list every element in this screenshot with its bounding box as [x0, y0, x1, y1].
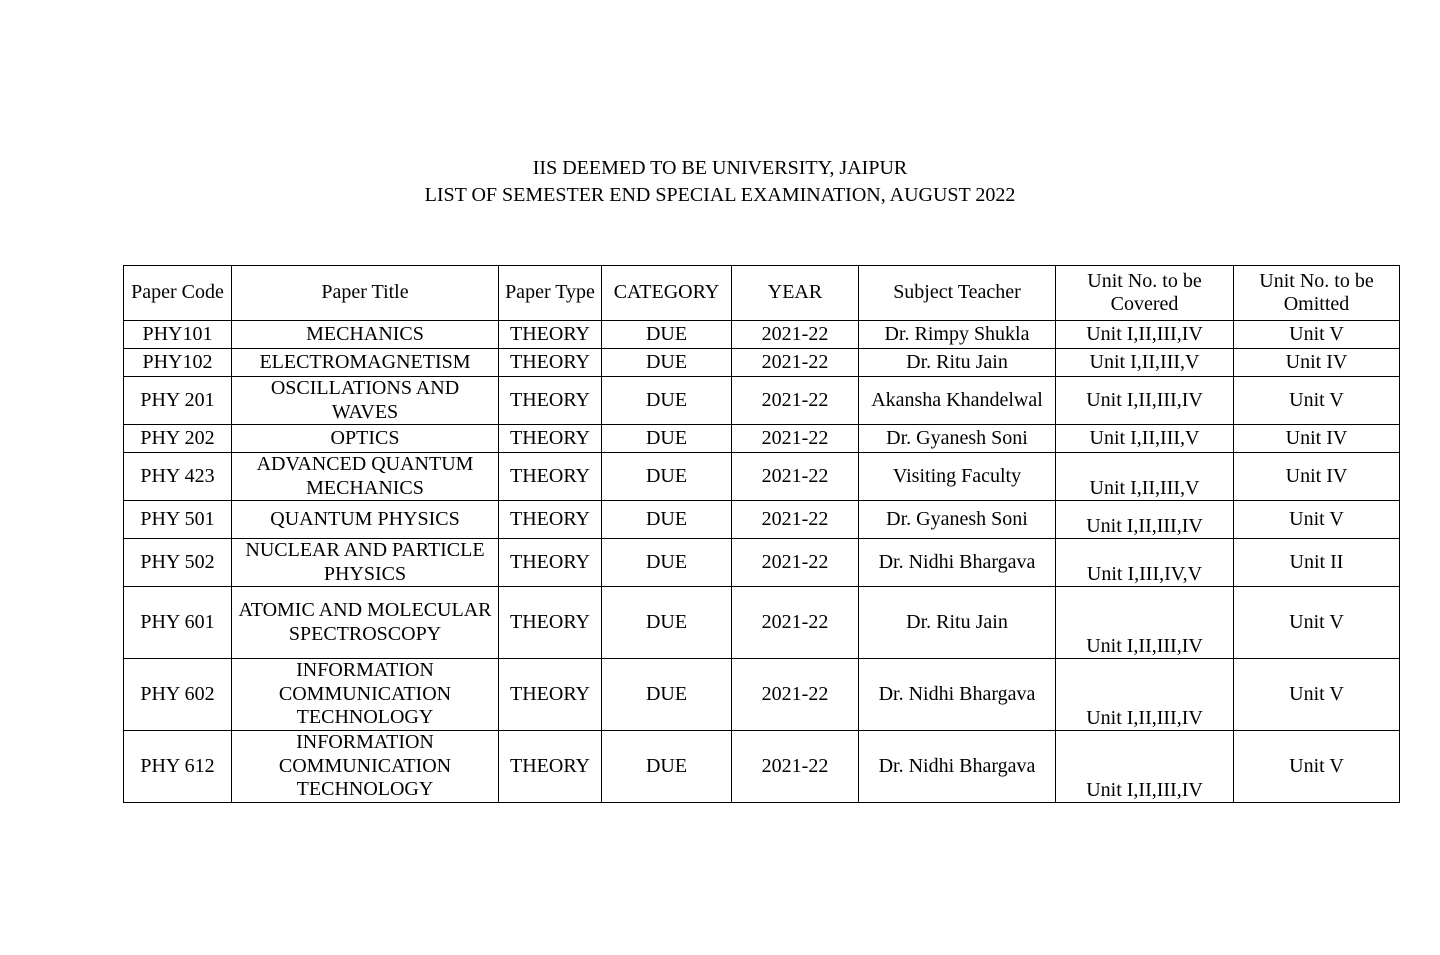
- teacher-cell: Dr. Gyanesh Soni: [859, 501, 1056, 539]
- paper-title-cell: OSCILLATIONS AND WAVES: [232, 377, 499, 425]
- paper-code-cell: PHY 602: [124, 659, 232, 731]
- teacher-cell: Dr. Nidhi Bhargava: [859, 731, 1056, 803]
- teacher-cell: Dr. Nidhi Bhargava: [859, 659, 1056, 731]
- year-cell: 2021-22: [732, 587, 859, 659]
- year-cell: 2021-22: [732, 321, 859, 349]
- teacher-cell: Dr. Gyanesh Soni: [859, 425, 1056, 453]
- exam-list-title: LIST OF SEMESTER END SPECIAL EXAMINATION, AUGUST 2022: [424, 184, 1016, 206]
- document-header: [0, 155, 1440, 209]
- units-covered-cell: Unit I,II,III,IV: [1056, 659, 1234, 731]
- column-header-category: CATEGORY: [602, 266, 732, 321]
- table-header-row: [124, 266, 1400, 321]
- units-covered-cell: Unit I,II,III,IV: [1056, 731, 1234, 803]
- paper-type-cell: THEORY: [499, 453, 602, 501]
- year-cell: 2021-22: [732, 425, 859, 453]
- year-cell: 2021-22: [732, 377, 859, 425]
- paper-code-cell: PHY 601: [124, 587, 232, 659]
- table-row: [124, 425, 1400, 453]
- units-omitted-cell: Unit IV: [1234, 349, 1400, 377]
- category-cell: DUE: [602, 349, 732, 377]
- paper-title-cell: ELECTROMAGNETISM: [232, 349, 499, 377]
- year-cell: 2021-22: [732, 453, 859, 501]
- category-cell: DUE: [602, 659, 732, 731]
- units-covered-cell: Unit I,II,III,V: [1056, 453, 1234, 501]
- column-header-subject-teacher: Subject Teacher: [859, 266, 1056, 321]
- units-omitted-cell: Unit IV: [1234, 453, 1400, 501]
- category-cell: DUE: [602, 453, 732, 501]
- paper-title-cell: ATOMIC AND MOLECULAR SPECTROSCOPY: [232, 587, 499, 659]
- column-header-paper-title: Paper Title: [232, 266, 499, 321]
- year-cell: 2021-22: [732, 731, 859, 803]
- units-covered-cell: Unit I,II,III,IV: [1056, 377, 1234, 425]
- category-cell: DUE: [602, 587, 732, 659]
- units-omitted-cell: Unit V: [1234, 659, 1400, 731]
- category-cell: DUE: [602, 377, 732, 425]
- teacher-cell: Visiting Faculty: [859, 453, 1056, 501]
- units-covered-cell: Unit I,II,III,V: [1056, 425, 1234, 453]
- paper-title-cell: OPTICS: [232, 425, 499, 453]
- paper-code-cell: PHY 612: [124, 731, 232, 803]
- year-cell: 2021-22: [732, 539, 859, 587]
- column-header-units-omitted: Unit No. to be Omitted: [1234, 266, 1400, 321]
- column-header-year: YEAR: [732, 266, 859, 321]
- units-covered-cell: Unit I,II,III,IV: [1056, 321, 1234, 349]
- table-row: [124, 501, 1400, 539]
- paper-code-cell: PHY 202: [124, 425, 232, 453]
- teacher-cell: Akansha Khandelwal: [859, 377, 1056, 425]
- paper-type-cell: THEORY: [499, 539, 602, 587]
- paper-type-cell: THEORY: [499, 349, 602, 377]
- teacher-cell: Dr. Ritu Jain: [859, 587, 1056, 659]
- paper-type-cell: THEORY: [499, 731, 602, 803]
- units-omitted-cell: Unit V: [1234, 501, 1400, 539]
- paper-type-cell: THEORY: [499, 321, 602, 349]
- paper-type-cell: THEORY: [499, 659, 602, 731]
- paper-title-cell: INFORMATION COMMUNICATION TECHNOLOGY: [232, 731, 499, 803]
- units-covered-cell: Unit I,III,IV,V: [1056, 539, 1234, 587]
- units-omitted-cell: Unit IV: [1234, 425, 1400, 453]
- table-row: [124, 539, 1400, 587]
- paper-title-cell: MECHANICS: [232, 321, 499, 349]
- units-omitted-cell: Unit II: [1234, 539, 1400, 587]
- units-covered-cell: Unit I,II,III,V: [1056, 349, 1234, 377]
- units-omitted-cell: Unit V: [1234, 587, 1400, 659]
- paper-code-cell: PHY 502: [124, 539, 232, 587]
- column-header-paper-type: Paper Type: [499, 266, 602, 321]
- paper-code-cell: PHY102: [124, 349, 232, 377]
- year-cell: 2021-22: [732, 659, 859, 731]
- paper-type-cell: THEORY: [499, 377, 602, 425]
- units-omitted-cell: Unit V: [1234, 321, 1400, 349]
- year-cell: 2021-22: [732, 501, 859, 539]
- units-omitted-cell: Unit V: [1234, 377, 1400, 425]
- paper-type-cell: THEORY: [499, 501, 602, 539]
- paper-code-cell: PHY 501: [124, 501, 232, 539]
- category-cell: DUE: [602, 425, 732, 453]
- units-covered-cell: Unit I,II,III,IV: [1056, 587, 1234, 659]
- category-cell: DUE: [602, 539, 732, 587]
- paper-title-cell: ADVANCED QUANTUM MECHANICS: [232, 453, 499, 501]
- table-row: [124, 587, 1400, 659]
- category-cell: DUE: [602, 501, 732, 539]
- paper-type-cell: THEORY: [499, 587, 602, 659]
- paper-title-cell: NUCLEAR AND PARTICLE PHYSICS: [232, 539, 499, 587]
- paper-title-cell: QUANTUM PHYSICS: [232, 501, 499, 539]
- year-cell: 2021-22: [732, 349, 859, 377]
- paper-code-cell: PHY101: [124, 321, 232, 349]
- table-row: [124, 659, 1400, 731]
- paper-type-cell: THEORY: [499, 425, 602, 453]
- exam-table: [123, 265, 1400, 803]
- university-title: IIS DEEMED TO BE UNIVERSITY, JAIPUR: [532, 157, 908, 179]
- units-covered-cell: Unit I,II,III,IV: [1056, 501, 1234, 539]
- table-row: [124, 453, 1400, 501]
- teacher-cell: Dr. Rimpy Shukla: [859, 321, 1056, 349]
- table-row: [124, 321, 1400, 349]
- paper-title-cell: INFORMATION COMMUNICATION TECHNOLOGY: [232, 659, 499, 731]
- units-omitted-cell: Unit V: [1234, 731, 1400, 803]
- column-header-paper-code: Paper Code: [124, 266, 232, 321]
- category-cell: DUE: [602, 731, 732, 803]
- category-cell: DUE: [602, 321, 732, 349]
- paper-code-cell: PHY 423: [124, 453, 232, 501]
- teacher-cell: Dr. Ritu Jain: [859, 349, 1056, 377]
- paper-code-cell: PHY 201: [124, 377, 232, 425]
- column-header-units-covered: Unit No. to be Covered: [1056, 266, 1234, 321]
- teacher-cell: Dr. Nidhi Bhargava: [859, 539, 1056, 587]
- table-row: [124, 349, 1400, 377]
- table-row: [124, 377, 1400, 425]
- table-row: [124, 731, 1400, 803]
